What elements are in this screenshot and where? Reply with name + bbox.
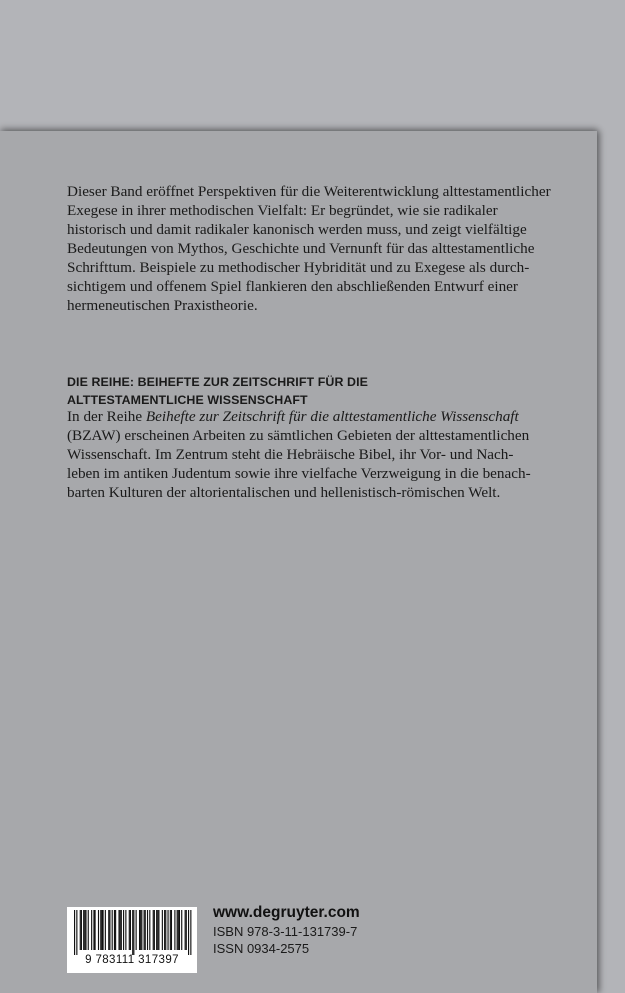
barcode-bar xyxy=(156,910,157,950)
barcode-bar xyxy=(181,910,182,950)
barcode-bar xyxy=(108,910,109,950)
isbn-number: ISBN 978-3-11-131739-7 xyxy=(213,924,358,939)
barcode-bar xyxy=(85,910,86,950)
barcode-bar xyxy=(125,910,126,950)
barcode-bar xyxy=(91,910,92,950)
barcode-bar xyxy=(101,910,102,950)
barcode-bar xyxy=(174,910,175,950)
barcode-bar xyxy=(171,910,172,950)
barcode-bar xyxy=(145,910,146,950)
barcode-bar xyxy=(170,910,171,950)
barcode-bar xyxy=(83,910,84,950)
series-title-italic: Beihefte zur Zeitschrift für die alttestamentliche Wissenschaft xyxy=(145,408,519,425)
description-line: historisch und damit radikaler kanonisch werden muss, und zeigt vielfältige xyxy=(67,221,527,238)
series-line: (BZAW) erscheinen Arbeiten zu sämtlichen Gebieten der alttestamentlichen xyxy=(67,427,530,444)
barcode-bar xyxy=(84,910,85,950)
barcode-digits: 9 783111 317397 xyxy=(85,954,179,966)
description-line: Bedeutungen von Mythos, Geschichte und Vernunft für das alttestamentliche xyxy=(67,240,535,257)
barcode-bar xyxy=(100,910,101,950)
series-line: Wissenschaft. Im Zentrum steht die Hebräische Bibel, ihr Vor- und Nach- xyxy=(67,446,514,463)
barcode-bar xyxy=(139,910,140,950)
barcode-bar xyxy=(178,910,179,950)
barcode-bar xyxy=(76,910,77,955)
barcode-bar xyxy=(112,910,113,950)
series-description xyxy=(67,407,547,502)
series-line xyxy=(67,407,547,426)
barcode-bar xyxy=(165,910,166,950)
series-line-prefix: In der Reihe xyxy=(67,408,146,425)
barcode-bar xyxy=(129,910,130,950)
barcode-bar xyxy=(141,910,142,950)
barcode-bar xyxy=(109,910,110,950)
barcode-bar xyxy=(130,910,131,950)
barcode-bar xyxy=(88,910,89,950)
barcode-bar xyxy=(118,910,119,950)
description-line: sichtigem und offenem Spiel flankieren den abschließenden Entwurf einer xyxy=(67,278,518,295)
barcode-bars xyxy=(67,907,197,955)
book-description xyxy=(67,182,551,315)
description-line: Dieser Band eröffnet Perspektiven für die Weiterentwicklung alttestamentlicher xyxy=(67,183,551,200)
publisher-info xyxy=(213,903,360,957)
barcode-bar xyxy=(147,910,148,950)
barcode-bar xyxy=(149,910,150,950)
barcode-bar xyxy=(179,910,180,950)
barcode-bar xyxy=(154,910,155,950)
series-line: barten Kulturen der altorientalischen und hellenistisch-römischen Welt. xyxy=(67,484,501,501)
barcode-bar xyxy=(177,910,178,950)
barcode-bar xyxy=(162,910,163,950)
barcode-bar xyxy=(144,910,145,950)
barcode-bar xyxy=(93,910,94,950)
series-heading xyxy=(67,373,547,409)
barcode-bar xyxy=(164,910,165,950)
barcode-bar xyxy=(115,910,116,950)
barcode-bar xyxy=(103,910,104,950)
barcode-bar xyxy=(140,910,141,950)
series-line: leben im antiken Judentum sowie ihre vielfache Verzweigung in die benach- xyxy=(67,465,531,482)
barcode-bar xyxy=(80,910,81,950)
barcode-bar xyxy=(190,910,191,955)
barcode-bar xyxy=(185,910,186,950)
barcode-bar xyxy=(186,910,187,950)
series-heading-line: DIE REIHE: BEIHEFTE ZUR ZEITSCHRIFT FÜR DIE xyxy=(67,375,368,389)
issn-number: ISSN 0934-2575 xyxy=(213,941,310,956)
barcode-bar xyxy=(157,910,158,950)
barcode-bar xyxy=(136,910,137,950)
description-line: Schrifttum. Beispiele zu methodischer Hybridität und zu Exegese als durch- xyxy=(67,259,530,276)
barcode-bar xyxy=(105,910,106,950)
barcode-bar xyxy=(188,910,189,955)
barcode-bar xyxy=(74,910,75,955)
barcode-bar xyxy=(120,910,121,950)
barcode-bar xyxy=(123,910,124,950)
barcode-bar xyxy=(133,910,134,955)
description-line: Exegese in ihrer methodischen Vielfalt: Er begründet, wie sie radikaler xyxy=(67,202,498,219)
barcode-bar xyxy=(121,910,122,950)
barcode-bar xyxy=(153,910,154,950)
barcode xyxy=(67,907,197,973)
barcode-bar xyxy=(114,910,115,950)
description-line: hermeneutischen Praxistheorie. xyxy=(67,297,258,314)
publisher-url[interactable]: www.degruyter.com xyxy=(213,904,360,921)
barcode-bar xyxy=(158,910,159,950)
barcode-bar xyxy=(98,910,99,950)
barcode-bar xyxy=(95,910,96,950)
series-heading-line: ALTTESTAMENTLICHE WISSENSCHAFT xyxy=(67,393,308,407)
barcode-bar xyxy=(132,910,133,955)
barcode-bar xyxy=(81,910,82,950)
barcode-bar xyxy=(167,910,168,950)
